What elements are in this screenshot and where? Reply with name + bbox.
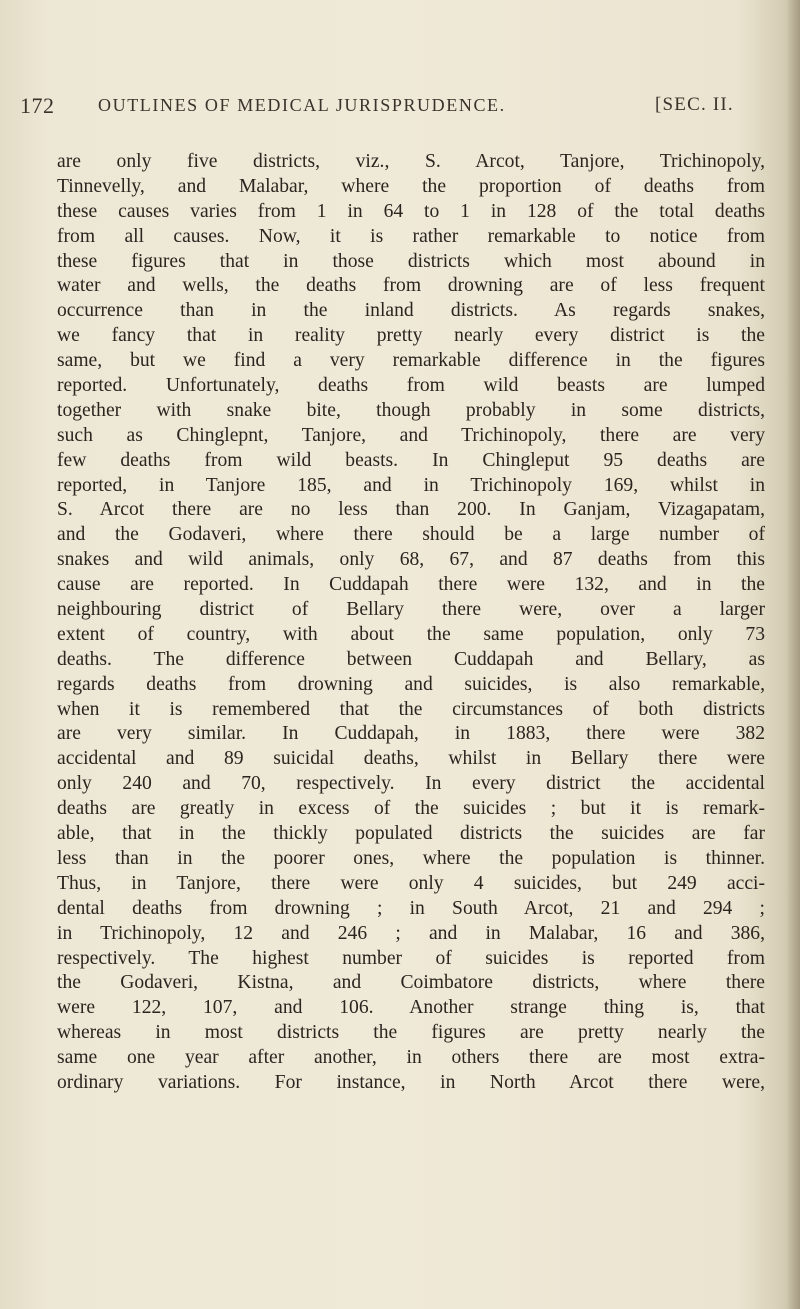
- text-line: the Godaveri, Kistna, and Coimbatore districts, where there: [57, 972, 765, 994]
- text-line: are very similar. In Cuddapah, in 1883, there were 382: [57, 723, 765, 745]
- text-line: water and wells, the deaths from drowning are of less frequent: [57, 275, 765, 297]
- text-line: extent of country, with about the same population, only 73: [57, 623, 765, 645]
- text-line: few deaths from wild beasts. In Chingleput 95 deaths are: [57, 449, 765, 471]
- text-line: S. Arcot there are no less than 200. In Ganjam, Vizagapatam,: [57, 499, 765, 521]
- text-line: snakes and wild animals, only 68, 67, and 87 deaths from this: [57, 549, 765, 571]
- text-line: less than in the poorer ones, where the population is thinner.: [57, 847, 765, 869]
- page-number: 172: [20, 93, 55, 118]
- text-line: together with snake bite, though probably in some districts,: [57, 399, 765, 421]
- page-edge-shadow: [786, 0, 800, 1309]
- text-line: reported. Unfortunately, deaths from wild beasts are lumped: [57, 375, 765, 397]
- text-line: deaths are greatly in excess of the suicides ; but it is remark-: [57, 798, 765, 820]
- text-line: reported, in Tanjore 185, and in Trichinopoly 169, whilst in: [57, 474, 765, 496]
- text-line: regards deaths from drowning and suicides, is also remarkable,: [57, 673, 765, 695]
- text-line: dental deaths from drowning ; in South Arcot, 21 and 294 ;: [57, 897, 765, 919]
- text-line: neighbouring district of Bellary there were, over a larger: [57, 599, 765, 621]
- text-line: and the Godaveri, where there should be a large number of: [57, 524, 765, 546]
- text-line: same one year after another, in others there are most extra-: [57, 1047, 765, 1069]
- text-line: Thus, in Tanjore, there were only 4 suicides, but 249 acci-: [57, 872, 765, 894]
- text-line: deaths. The difference between Cuddapah and Bellary, as: [57, 648, 765, 670]
- text-line: whereas in most districts the figures are pretty nearly the: [57, 1022, 765, 1044]
- text-line: are only five districts, viz., S. Arcot, Tanjore, Trichinopoly,: [57, 151, 765, 172]
- text-line: accidental and 89 suicidal deaths, whilst in Bellary there were: [57, 748, 765, 770]
- text-line: when it is remembered that the circumstances of both districts: [57, 698, 765, 720]
- text-line: these causes varies from 1 in 64 to 1 in 128 of the total deaths: [57, 200, 765, 222]
- text-line: able, that in the thickly populated districts the suicides are far: [57, 823, 765, 845]
- text-line: we fancy that in reality pretty nearly every district is the: [57, 325, 765, 347]
- text-line: were 122, 107, and 106. Another strange thing is, that: [57, 997, 765, 1019]
- running-head: OUTLINES OF MEDICAL JURISPRUDENCE.: [98, 95, 506, 115]
- text-line: from all causes. Now, it is rather remarkable to notice from: [57, 225, 765, 247]
- body-text: [57, 150, 765, 1096]
- text-line: Tinnevelly, and Malabar, where the proportion of deaths from: [57, 175, 765, 197]
- text-line: only 240 and 70, respectively. In every district the accidental: [57, 773, 765, 795]
- text-line: ordinary variations. For instance, in North Arcot there were,: [57, 1071, 765, 1093]
- text-line: respectively. The highest number of suicides is reported from: [57, 947, 765, 969]
- text-line: these figures that in those districts which most abound in: [57, 250, 765, 272]
- text-line: such as Chinglepnt, Tanjore, and Trichinopoly, there are very: [57, 424, 765, 446]
- text-line: in Trichinopoly, 12 and 246 ; and in Malabar, 16 and 386,: [57, 922, 765, 944]
- text-line: occurrence than in the inland districts. As regards snakes,: [57, 300, 765, 322]
- text-line: same, but we find a very remarkable difference in the figures: [57, 350, 765, 372]
- section-reference: [SEC. II.: [655, 94, 734, 115]
- page-header: [0, 93, 800, 123]
- text-line: cause are reported. In Cuddapah there were 132, and in the: [57, 574, 765, 596]
